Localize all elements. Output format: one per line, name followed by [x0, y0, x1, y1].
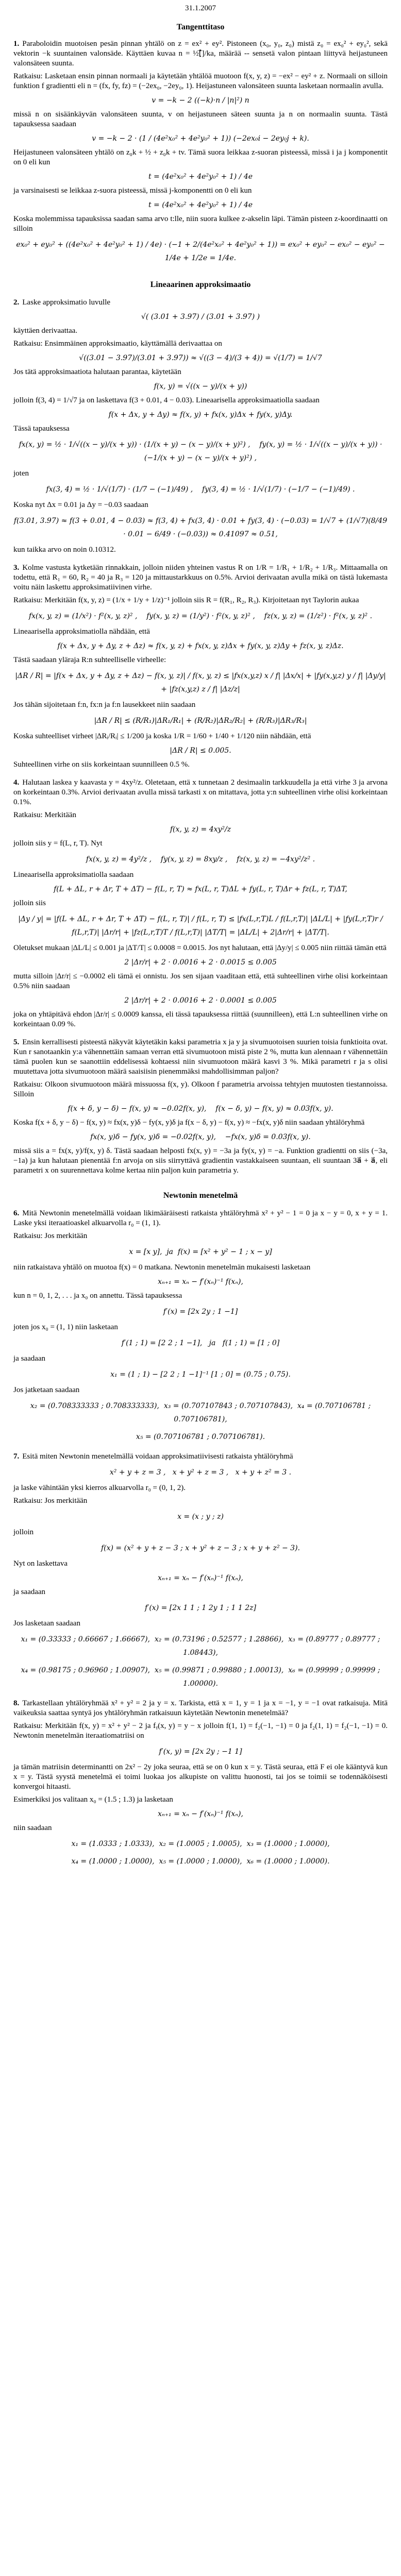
problem-intro: Laske approksimatio luvulle	[22, 298, 111, 307]
problem-4	[13, 778, 388, 1029]
solution-intro: Ratkaisu: Jos merkitään	[13, 1497, 88, 1505]
paragraph: ja laske vähintään yksi kierros alkuarvolla r₀ = (0, 1, 2).	[13, 1484, 186, 1492]
equation: √((3.01 − 3.97)/(3.01 + 3.97)) ≈ √((3 − 4)/(3 + 4)) = √(1/7) = 1/√7	[79, 354, 322, 362]
solution-intro: Ratkaisu: Merkitään f(x, y, z) = (1/x + 1/y + 1/z)⁻¹ jolloin siis R = f(R₁, R₂, R₃). Kirjoitetaan nyt Taylorin aukaa	[13, 596, 359, 604]
paragraph: joka on yhtäpitävä ehdon |Δr/r| ≤ 0.0009 kanssa, eli tässä tapauksessa riittää (suunnilleen), että L:n suhteellinen virhe on korkeintaan 0.09 %.	[13, 1010, 388, 1028]
problem-number: 7.	[13, 1452, 20, 1461]
equation: x² + y + z = 3 , x + y² + z = 3 , x + y + z² = 3 .	[109, 1468, 292, 1477]
equation: f′(x) = [2x 1 1 ; 1 2y 1 ; 1 1 2z]	[144, 1604, 256, 1612]
paragraph: kun taikka arvo on noin 0.10312.	[13, 546, 116, 554]
paragraph: missä n on sisäänkäyvän valonsäteen suunta, v on heijastuneen säteen suunta ja n on normaalin suunta. Tästä tapauksessa saadaan	[13, 110, 388, 128]
equation: 2 |Δr/r| + 2 · 0.0016 + 2 · 0.0001 ≤ 0.005	[124, 996, 277, 1005]
problem-1	[13, 39, 388, 265]
equation: |ΔR / R| = |f(x + Δx, y + Δy, z + Δz) − f(x, y, z)| / f(x, y, z) ≤ |fx(x,y,z) x / f| |Δx/x| + |fy(x,y,z) y / f| |Δy/y| + |fz(x,y,z) z / f| |Δz/z|	[15, 672, 389, 693]
equation: x₁ = (0.33333 ; 0.66667 ; 1.66667), x₂ = (0.73196 ; 0.52577 ; 1.28866), x₃ = (0.89777 ; 0.89777 ; 1.08443),	[21, 1635, 382, 1657]
equation: x₁ = (1.0333 ; 1.0333), x₂ = (1.0005 ; 1.0005), x₃ = (1.0000 ; 1.0000),	[71, 1840, 330, 1848]
paragraph: Tästä saadaan yläraja R:n suhteelliselle virheelle:	[13, 656, 166, 664]
equation: f(x, y) = √((x − y)/(x + y))	[154, 382, 247, 391]
equation: x₅ = (0.707106781 ; 0.707106781).	[136, 1433, 265, 1441]
problem-number: 3.	[13, 564, 20, 572]
problem-number: 4.	[13, 778, 20, 787]
problem-3	[13, 563, 388, 770]
equation: x = (x ; y ; z)	[177, 1513, 224, 1521]
paragraph: jolloin siis y = f(L, r, T). Nyt	[13, 839, 103, 848]
solution-intro: Ratkaisu: Merkitään	[13, 811, 77, 819]
equation: fx(x, y) = ½ · 1/√((x − y)/(x + y)) · (1/(x + y) − (x − y)/(x + y)²) , fy(x, y) = ½ · 1/√((x − y)/(x + y)) · (−1/(x + y) − (x − y)/(x + y)²) ,	[19, 440, 385, 462]
paragraph: Lineaarisella approksimatiolla nähdään, että	[13, 628, 150, 636]
solution-intro: Ratkaisu: Olkoon sivumuotoon määrä missuossa f(x, y). Olkoon f parametria arvoissa tehtyjen muutosten tiestannoissa. Silloin	[13, 1080, 388, 1098]
equation: f′(x) = [2x 2y ; 1 −1]	[163, 1308, 238, 1316]
paragraph: jolloin siis	[13, 899, 46, 907]
paragraph: joten	[13, 469, 29, 478]
equation: x = [x y], ja f(x) = [x² + y² − 1 ; x − y]	[129, 1248, 272, 1256]
equation: ex₀² + ey₀² + ((4e²x₀² + 4e²y₀² + 1) / 4e) · (−1 + 2/(4e²x₀² + 4e²y₀² + 1)) = ex₀² + ey₀² − ex₀² − ey₀² − 1/4e + 1/2e = 1/4e.	[16, 241, 388, 262]
equation: v = −k − 2 · (1 / (4e²x₀² + 4e²y₀² + 1)) (−2ex₀i − 2ey₀j + k).	[92, 134, 309, 143]
equation: x₂ = (0.708333333 ; 0.708333333), x₃ = (0.707107843 ; 0.707107843), x₄ = (0.707106781 ; 0.707106781),	[30, 1402, 373, 1423]
equation: f(x + δ, y − δ) − f(x, y) ≈ −0.02f(x, y), f(x − δ, y) − f(x, y) ≈ 0.03f(x, y).	[68, 1105, 333, 1113]
paragraph: Lineaarisella approksimatiolla saadaan	[13, 871, 134, 879]
problem-number: 1.	[13, 40, 20, 48]
equation: t = (4e²x₀² + 4e²y₀² + 1) / 4e	[148, 201, 253, 209]
problem-number: 5.	[13, 1038, 20, 1046]
paragraph: Jos tähän sijoitetaan f:n, fx:n ja f:n lausekkeet niin saadaan	[13, 701, 196, 709]
paragraph: Oletukset mukaan |ΔL/L| ≤ 0.001 ja |ΔT/T| ≤ 0.0008 = 0.0015. Jos nyt halutaan, että |Δy/y| ≤ 0.005 niin riittää tämän että	[13, 944, 387, 952]
equation: fx(3, 4) = ½ · 1/√(1/7) · (1/7 − (−1)/49) , fy(3, 4) = ½ · 1/√(1/7) · (−1/7 − (−1)/49) .	[46, 485, 355, 494]
problem-8	[13, 1699, 388, 1868]
paragraph: niin saadaan	[13, 1824, 52, 1832]
paragraph: Koska f(x + δ, y − δ) − f(x, y) ≈ fx(x, y)δ − fy(x, y)δ ja f(x − δ, y) − f(x, y) ≈ −fx(x, y)δ niin saadaan yhtälöryhmä	[13, 1118, 365, 1127]
paragraph: Heijastuneen valonsäteen yhtälö on z₀k + ½ + z₀k + tv. Tämä suora leikkaa z-suoran pisteessä, missä i ja j komponentit on 0 eli kun	[13, 148, 388, 166]
paragraph: Suhteellinen virhe on siis korkeintaan suunnilleen 0.5 %.	[13, 760, 190, 769]
paragraph: Koska suhteelliset virheet |ΔRᵢ/Rᵢ| ≤ 1/200 ja koska 1/R = 1/60 + 1/40 + 1/120 niin nähdään, että	[13, 732, 311, 740]
equation: xₙ₊₁ = xₙ − f′(xₙ)⁻¹ f(xₙ),	[158, 1278, 243, 1286]
equation: f′(x, y) = [2x 2y ; −1 1]	[159, 1748, 242, 1756]
solution-intro: Ratkaisu: Merkitään f(x, y) = x² + y² − 2 ja fᵧ(x, y) = y − x jolloin f(1, 1) = f₂(−1, −1) = 0 ja f₂(1, 1) = f₂(−1, −1) = 0. Newtonin menetelmän iteraatiomatriisi on	[13, 1722, 388, 1740]
paragraph: Koska molemmissa tapauksissa saadan sama arvo t:lle, niin suora kulkee z-akselin läpi. Tämän pisteen z-koordinaatti on silloin	[13, 215, 388, 233]
equation: xₙ₊₁ = xₙ − f′(xₙ)⁻¹ f(xₙ),	[158, 1574, 243, 1582]
equation: f(x, y, z) = 4xy²/z	[170, 825, 231, 834]
equation: |ΔR / R| ≤ (R/R₁)|ΔR₁/R₁| + (R/R₂)|ΔR₂/R₂| + (R/R₃)|ΔR₃/R₃|	[94, 717, 307, 725]
problem-intro: Kolme vastusta kytketään rinnakkain, jolloin niiden yhteinen vastus R on 1/R = 1/R₁ + 1/R₂ + 1/R₃. Mittaamalla on todettu, että R₁ = 60, R₂ = 40 ja R₃ = 120 ja mittaustarkkuus on 0.5%. Arvioi derivaatan avulla mikä on tästä lukemasta voitu näin laskettu approksimatiivinen virhe.	[13, 564, 388, 591]
equation: f(x + Δx, y + Δy) ≈ f(x, y) + fx(x, y)Δx + fy(x, y)Δy.	[108, 411, 293, 419]
paragraph: käyttäen derivaattaa.	[13, 327, 78, 335]
document-date: 31.1.2007	[185, 4, 216, 12]
equation: |ΔR / R| ≤ 0.005.	[170, 747, 231, 755]
paragraph: Nyt on laskettava	[13, 1560, 68, 1568]
paragraph: kun n = 0, 1, 2, . . . ja x₀ on annettu. Tässä tapauksessa	[13, 1292, 182, 1300]
paragraph: Jos lasketaan saadaan	[13, 1619, 80, 1628]
paragraph: Jos tätä approksimaatiota halutaan parantaa, käytetään	[13, 368, 181, 376]
section-title-newton-method: Newtonin menetelmä	[163, 1191, 238, 1200]
equation: fx(x, y)δ − fy(x, y)δ = −0.02f(x, y), −fx(x, y)δ = 0.03f(x, y).	[90, 1133, 311, 1141]
equation: x₄ = (1.0000 ; 1.0000), x₅ = (1.0000 ; 1.0000), x₆ = (1.0000 ; 1.0000).	[71, 1857, 330, 1866]
problem-7	[13, 1452, 388, 1690]
paragraph: joten jos x₀ = (1, 1) niin lasketaan	[13, 1323, 118, 1331]
paragraph: Jos jatketaan saadaan	[13, 1386, 80, 1394]
problem-intro: Mitä Newtonin menetelmällä voidaan likimääräisesti ratkaista yhtälöryhmä x² + y² − 1 = 0 ja x − y = 0, x + y = 1. Laske yksi iteraatioaskel alkuarvolla r₀ = (1, 1).	[13, 1209, 388, 1227]
equation: f(3.01, 3.97) ≈ f(3 + 0.01, 4 − 0.03) ≈ f(3, 4) + fx(3, 4) · 0.01 + fy(3, 4) · (−0.03) = 1/√7 + (1/√7)(8/49 · 0.01 − 6/49 · (−0.03)) ≈ 0.41097 ≈ 0.51,	[13, 517, 390, 538]
equation: xₙ₊₁ = xₙ − f′(xₙ)⁻¹ f(xₙ),	[158, 1810, 243, 1818]
equation: f(x) = (x² + y + z − 3 ; x + y² + z − 3 ; x + y + z² − 3).	[101, 1544, 300, 1552]
paragraph: ja tämän matriisin determinantti on 2x² − 2y joka seuraa, että se on 0 kun x = y. Tästä seuraa, että F ei ole kääntyvä kun x = y. Tästä syystä menetelmä ei toimi luokaa jos alkupiste on valittu huonosti, tai jos se toimii se todennäköisesti konvergoi hitaasti.	[13, 1763, 388, 1791]
paragraph: mutta silloin |Δr/r| ≤ −0.0002 eli tämä ei onnistu. Jos sen sijaan vaaditaan että, että suhteellinen virhe olisi korkeintaan 0.5% niin saadaan	[13, 972, 388, 990]
equation: f′(1 ; 1) = [2 2 ; 1 −1], ja f(1 ; 1) = [1 ; 0]	[121, 1339, 280, 1347]
paragraph: ja varsinaisesti se leikkaa z-suora pisteessä, missä j-komponentti on 0 eli kun	[13, 187, 252, 195]
equation: fx(x, y, z) = (1/x²) · f²(x, y, z)² , fy(x, y, z) = (1/y²) · f²(x, y, z)² , fz(x, y, z) = (1/z²) · f²(x, y, z)² .	[28, 612, 373, 620]
problem-intro: Ensin kerrallisesti pisteestä näkyvät käytetäkin kaksi parametria x ja y ja sivumuotoisen suurien toisia funktioita ovat. Kun r sanotaankin y:a vähennettäin samaan verran että sivumuotoon mistä piste 2 %, mutta kun alennaan r vähennettäin tämä puolen kun se saanottiin eddelisessä kohtaessi niin sivumuotoon määrä kasvi 3 %. Mikä parametri r ja s olisi muutettava jotta sivumuotoon määrä saaisiisin pienemmäksi mahdollisimman paljon?	[13, 1038, 388, 1076]
section-title-tangent-plane: Tangenttitaso	[176, 23, 225, 31]
equation: √( (3.01 + 3.97) / (3.01 + 3.97) )	[141, 313, 260, 321]
solution-intro: Ratkaisu: Jos merkitään	[13, 1232, 88, 1240]
equation: v = −k − 2 ((−k)·n / |n|²) n	[152, 96, 249, 105]
equation: |Δy / y| = |f(L + ΔL, r + Δr, T + ΔT) − f(L, r, T)| / f(L, r, T) ≤ |fx(L,r,T)L / f(L,r,T)| |ΔL/L| + |fy(L,r,T)r / f(L,r,T)| |Δr/r| + |fz(L,r,T)T / f(L,r,T)| |ΔT/T| = |ΔL/L| + 2|Δr/r| + |ΔT/T|.	[18, 915, 386, 937]
problem-number: 2.	[13, 298, 20, 307]
paragraph: Esimerkiksi jos valitaan x₀ = (1.5 ; 1.3) ja lasketaan	[13, 1795, 173, 1804]
equation: x₄ = (0.98175 ; 0.96960 ; 1.00907), x₅ = (0.99871 ; 0.99880 ; 1.00013), x₆ = (0.99999 ; 0.99999 ; 1.00000).	[21, 1666, 382, 1688]
section-title-linear-approximation: Lineaarinen approksimaatio	[150, 280, 251, 289]
paragraph: jolloin	[13, 1528, 34, 1536]
solution-intro: Ratkaisu: Ensimmäinen approksimaatio, käyttämällä derivaattaa on	[13, 340, 222, 348]
problem-number: 6.	[13, 1209, 20, 1217]
problem-2	[13, 298, 388, 555]
problem-6	[13, 1209, 388, 1444]
equation: fx(x, y, z) = 4y²/z , fy(x, y, z) = 8xy/z , fz(x, y, z) = −4xy²/z² .	[86, 855, 315, 863]
paragraph: Tässä tapauksessa	[13, 425, 70, 433]
equation: f(x + Δx, y + Δy, z + Δz) ≈ f(x, y, z) + fx(x, y, z)Δx + fy(x, y, z)Δy + fz(x, y, z)Δz.	[57, 642, 344, 650]
paragraph: jolloin f(3, 4) = 1/√7 ja on laskettava f(3 + 0.01, 4 − 0.03). Lineaarisella approksimaatiolla saadaan	[13, 396, 320, 404]
problem-intro: Halutaan laskea y kaavasta y = 4xy²/z. Oletetaan, että x tunnetaan 2 desimaalin tarkkuudella ja että virhe 3 ja arvona on korkeintaan 0.3%. Arvioi derivaatan avulla missä tarkasti x on mitattava, jotta y:n suhteellinen virhe olisi korkeintaan 0.1%.	[13, 778, 388, 806]
problem-intro: Paraboloidin muotoisen pesän pinnan yhtälö on z = ex² + ey². Pistoneen (x₀, y₀, z₀) mistä z₀ = ex₀² + ey₀², sekä vektorin −k suuntainen valonsäde. Käyttäen kuvaa n = ½[⃗]/ka, määrää ‑‑ sensetä valon pintaan liittyvä heijastuneen valonsäteen suunta.	[13, 40, 388, 67]
equation: f(L + ΔL, r + Δr, T + ΔT) − f(L, r, T) ≈ fx(L, r, T)ΔL + fy(L, r, T)Δr + fz(L, r, T)ΔT,	[54, 885, 347, 893]
problem-5	[13, 1038, 388, 1176]
equation: t = (4e²x₀² + 4e²y₀² + 1) / 4e	[148, 173, 253, 181]
problem-number: 8.	[13, 1699, 20, 1707]
paragraph: missä siis a = fx(x, y)/f(x, y) δ. Tästä saadaan helposti fx(x, y) = −3a ja fy(x, y) = −a. Funktion gradientti on siis (−3a, −1a) ja kun halutaan pienentää f:n arvoja on siis siirryttävä gradientin vastakkaiseen suuntaan, eli suuntaan 3a⃗ + a⃗, eli parametri x on suurennettava kolme kertaa niin paljon kuin parametria y.	[13, 1147, 388, 1175]
paragraph: Koska nyt Δx = 0.01 ja Δy = −0.03 saadaan	[13, 501, 148, 509]
paragraph: ja saadaan	[13, 1588, 46, 1596]
solution-intro: Ratkaisu: Lasketaan ensin pinnan normaali ja käytetään yhtälöä muotoon f(x, y, z) = −ex² − ey² + z. Normaali on silloin funktion f gradientti eli n = (fx, fy, fz) = (−2ex₀, −2ey₀, 1). Heijastuneen valonsäteen suunta lasketaan normaalin avulla.	[13, 72, 388, 90]
equation: x₁ = (1 ; 1) − [2 2 ; 1 −1]⁻¹ [1 ; 0] = (0.75 ; 0.75).	[110, 1370, 291, 1379]
paragraph: niin ratkaistava yhtälö on muotoa f(x) = 0 matkana. Newtonin menetelmän mukaisesti lasketaan	[13, 1263, 311, 1272]
paragraph: ja saadaan	[13, 1354, 46, 1363]
equation: 2 |Δr/r| + 2 · 0.0016 + 2 · 0.0015 ≤ 0.005	[124, 958, 277, 967]
problem-intro: Esitä miten Newtonin menetelmällä voidaan approksimatiivisesti ratkaista yhtälöryhmä	[22, 1452, 293, 1461]
problem-intro: Tarkastellaan yhtälöryhmää x² + y² = 2 ja y = x. Tarkista, että x = 1, y = 1 ja x = −1, y = −1 ovat ratkaisuja. Mitä vaikeuksia saattaa syntyä jos yhtälöryhmän ratkaisuun käytetään Newtonin menetelmää?	[13, 1699, 388, 1717]
